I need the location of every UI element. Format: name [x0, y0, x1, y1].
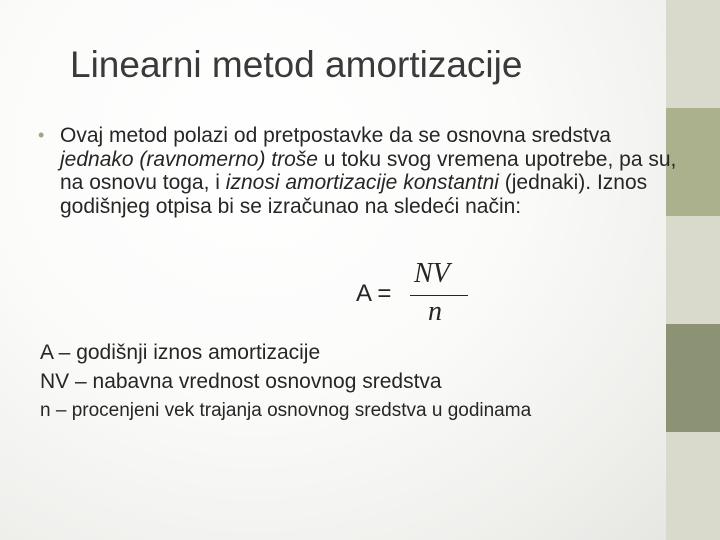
side-bar-segment-dark	[666, 324, 720, 432]
definition-a: A – godišnji iznos amortizacije	[40, 341, 321, 364]
bullet-text	[60, 124, 678, 218]
amortization-formula	[356, 258, 496, 338]
side-bar-segment-light-top	[666, 0, 720, 108]
side-bar-segment-light-middle	[666, 216, 720, 324]
formula-denominator: n	[428, 296, 442, 327]
slide-title: Linearni metod amortizacije	[70, 44, 523, 85]
formula-lhs: A =	[356, 280, 392, 307]
bullet-paragraph	[38, 124, 678, 218]
decorative-side-bar	[666, 0, 720, 540]
definition-n: n – procenjeni vek trajanja osnovnog sredstva u godinama	[40, 400, 532, 421]
bullet-text-italic1: jednako (ravnomerno) troše	[60, 147, 318, 171]
bullet-marker: •	[38, 125, 45, 145]
bullet-text-italic2: iznosi amortizacije konstantni	[225, 171, 499, 194]
formula-numerator: NV	[414, 258, 450, 289]
side-bar-segment-light-bottom	[666, 432, 720, 540]
bullet-text-part3: (jednaki). Iznos godišnjeg otpisa bi se izračunao na sledeći način:	[60, 171, 648, 218]
definition-nv: NV – nabavna vrednost osnovnog sredstva	[40, 370, 442, 393]
bullet-text-part1: Ovaj metod polazi od pretpostavke da se osnovna sredstva	[60, 124, 611, 147]
bullet-text-part2: u toku svog vremena upotrebe, pa su, na osnovu toga, i	[60, 147, 677, 194]
